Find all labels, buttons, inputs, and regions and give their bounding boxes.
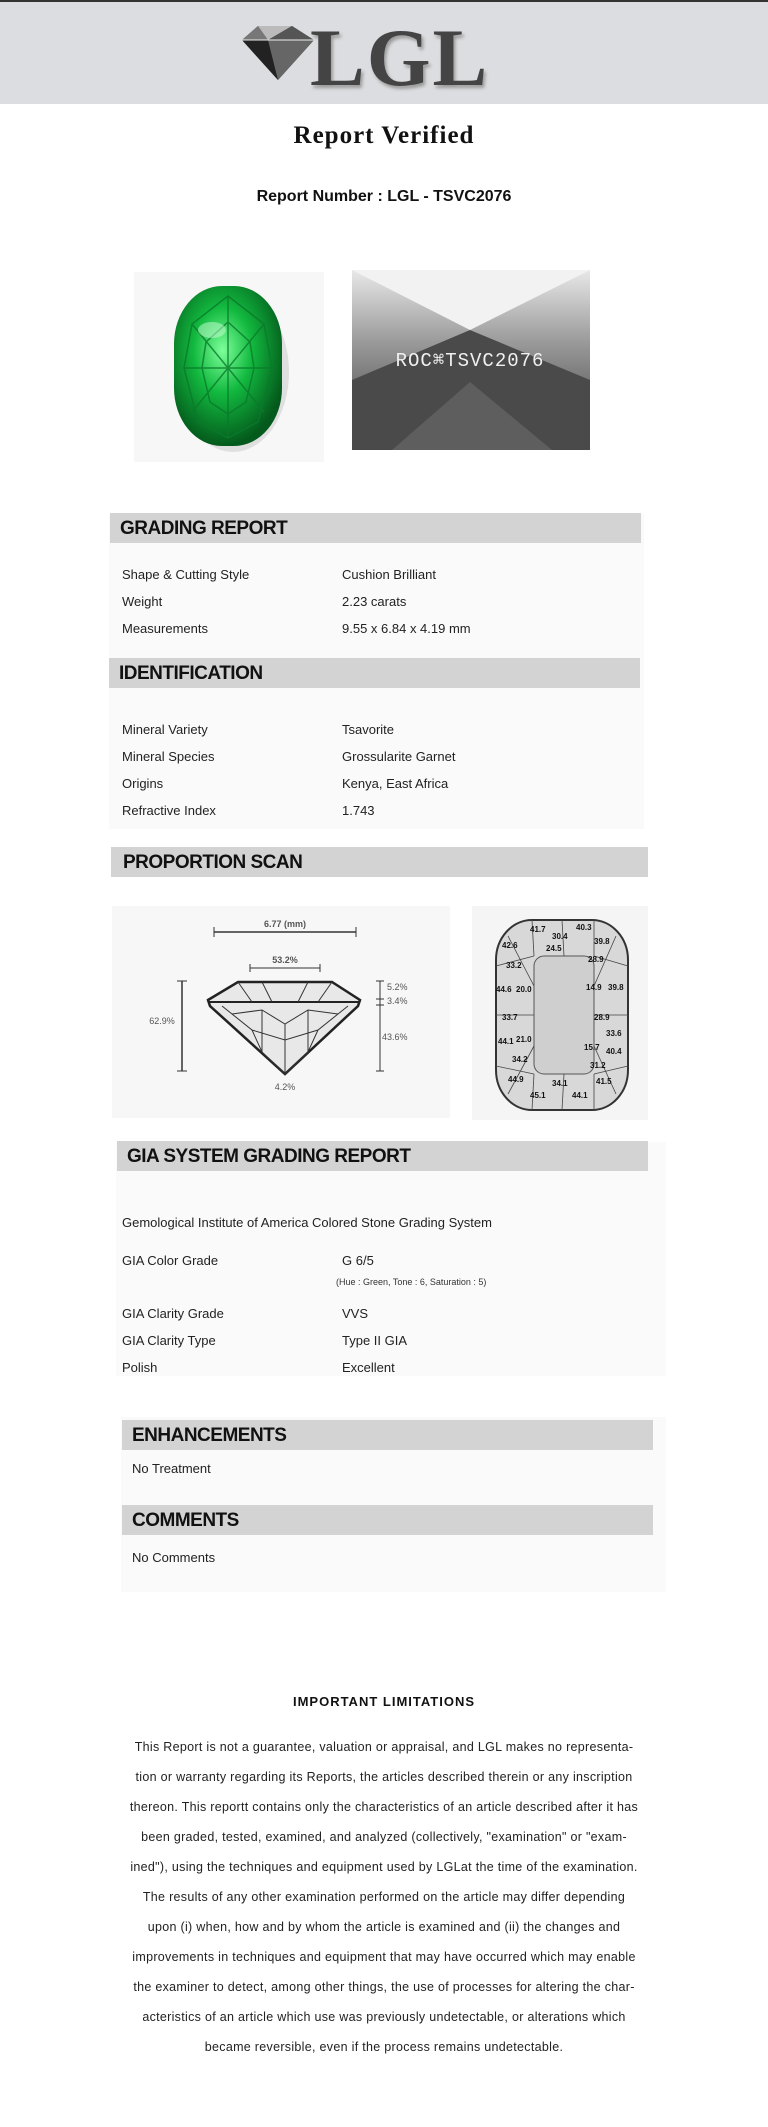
grading-report-header: GRADING REPORT (110, 513, 641, 543)
comments-text: No Comments (132, 1550, 216, 1565)
limitations-line: ined"), using the techniques and equipment used by LGLat the time of the examination. (130, 1860, 638, 1874)
facet-label: 20.0 (516, 985, 532, 994)
emerald-green-cushion-gem-icon (134, 272, 324, 462)
facet-label: 30.4 (552, 932, 568, 941)
crown-percent-label: 5.2% (387, 982, 408, 992)
hue-note: (Hue : Green, Tone : 6, Saturation : 5) (336, 1277, 487, 1287)
facet-label: 24.5 (546, 944, 562, 953)
pavilion-percent-label: 43.6% (382, 1032, 408, 1042)
lgl-logo[interactable] (232, 12, 492, 103)
gia-clarity-grade-label: GIA Clarity Grade (122, 1306, 224, 1321)
facet-label: 40.3 (576, 923, 592, 932)
refractive-index-label: Refractive Index (122, 803, 216, 818)
girdle-percent-label: 3.4% (387, 996, 408, 1006)
facet-label: 39.8 (594, 937, 610, 946)
gia-clarity-type-label: GIA Clarity Type (122, 1333, 216, 1348)
facet-label: 28.9 (594, 1013, 610, 1022)
proportion-scan-header: PROPORTION SCAN (111, 847, 648, 877)
gia-color-label: GIA Color Grade (122, 1253, 219, 1268)
mineral-species-label: Mineral Species (122, 749, 215, 764)
facet-label: 34.2 (512, 1055, 528, 1064)
facet-label: 14.9 (586, 983, 602, 992)
limitations-heading: IMPORTANT LIMITATIONS (292, 1694, 476, 1709)
facet-label: 44.1 (572, 1091, 588, 1100)
mineral-variety-value: Tsavorite (342, 722, 395, 737)
origins-label: Origins (122, 776, 164, 791)
facet-label: 41.7 (530, 925, 546, 934)
origins-value: Kenya, East Africa (342, 776, 449, 791)
facet-label: 33.6 (606, 1029, 622, 1038)
gem-photo (134, 272, 324, 462)
limitations-line: became reversible, even if the process remains undetectable. (204, 2040, 564, 2054)
facet-label: 41.5 (596, 1077, 612, 1086)
facet-label: 34.1 (552, 1079, 568, 1088)
facet-label: 44.1 (498, 1037, 514, 1046)
gia-system-text: Gemological Institute of America Colored Stone Grading System (122, 1215, 492, 1230)
facet-label: 31.2 (590, 1061, 606, 1070)
inscription-text: ROC⌘TSVC2076 (395, 350, 545, 372)
gia-clarity-type-value: Type II GIA (342, 1333, 408, 1348)
weight-label: Weight (122, 594, 163, 609)
identification-header: IDENTIFICATION (109, 658, 640, 688)
inscription-photo (352, 270, 590, 450)
facet-label: 42.6 (502, 941, 518, 950)
facet-label: 44.6 (496, 985, 512, 994)
shape-value: Cushion Brilliant (342, 567, 436, 582)
profile-diagram (112, 906, 450, 1118)
enhancements-header: ENHANCEMENTS (122, 1420, 653, 1450)
page-title: Report Verified (293, 122, 475, 149)
limitations-line: improvements in techniques and equipment that may have occurred which may enable (132, 1950, 636, 1964)
facet-label: 15.7 (584, 1043, 600, 1052)
gia-grading-header: GIA SYSTEM GRADING REPORT (117, 1141, 648, 1171)
limitations-line: the examiner to detect, among other things, the use of processes for altering the char- (133, 1980, 635, 1994)
measurements-label: Measurements (122, 621, 208, 636)
logo-text: LGL (310, 12, 490, 103)
refractive-index-value: 1.743 (342, 803, 375, 818)
header-bar (0, 0, 768, 104)
polish-label: Polish (122, 1360, 158, 1375)
facet-label: 33.7 (502, 1013, 518, 1022)
gia-clarity-grade-value: VVS (342, 1306, 369, 1321)
mineral-variety-label: Mineral Variety (122, 722, 208, 737)
limitations-text (118, 1732, 650, 2062)
gia-color-value: G 6/5 (342, 1253, 374, 1268)
comments-header: COMMENTS (122, 1505, 653, 1535)
shape-label: Shape & Cutting Style (122, 567, 250, 582)
facet-label: 33.2 (506, 961, 522, 970)
table-percent-label: 53.2% (272, 955, 298, 965)
culet-percent-label: 4.2% (274, 1082, 296, 1092)
limitations-line: tion or warranty regarding its Reports, the articles described therein or any inscription (135, 1770, 633, 1784)
facet-label: 44.9 (508, 1075, 524, 1084)
facet-label: 28.9 (588, 955, 604, 964)
facet-label: 45.1 (530, 1091, 546, 1100)
facet-diagram (472, 906, 648, 1120)
limitations-line: been graded, tested, examined, and analyzed (collectively, "examination" or "exam- (141, 1830, 627, 1844)
diamond-icon (232, 22, 320, 82)
mineral-species-value: Grossularite Garnet (342, 749, 456, 764)
polish-value: Excellent (342, 1360, 395, 1375)
limitations-line: The results of any other examination performed on the article may differ depending (142, 1890, 626, 1904)
facet-label: 40.4 (606, 1047, 622, 1056)
facet-label: 21.0 (516, 1035, 532, 1044)
weight-value: 2.23 carats (342, 594, 407, 609)
report-number: Report Number : LGL - TSVC2076 (256, 188, 512, 205)
depth-percent-label: 62.9% (149, 1016, 175, 1026)
measurements-value: 9.55 x 6.84 x 4.19 mm (342, 621, 471, 636)
limitations-line: acteristics of an article which use was previously undetectable, or alterations which (142, 2010, 626, 2024)
facet-label: 39.8 (608, 983, 624, 992)
profile-width-label: 6.77 (mm) (263, 919, 307, 929)
enhancements-text: No Treatment (132, 1461, 211, 1476)
limitations-line: upon (i) when, how and by whom the article is examined and (ii) the changes and (147, 1920, 621, 1934)
limitations-line: thereon. This reportt contains only the characteristics of an article described after it has (129, 1800, 639, 1814)
limitations-line: This Report is not a guarantee, valuation or appraisal, and LGL makes no representa- (134, 1740, 634, 1754)
